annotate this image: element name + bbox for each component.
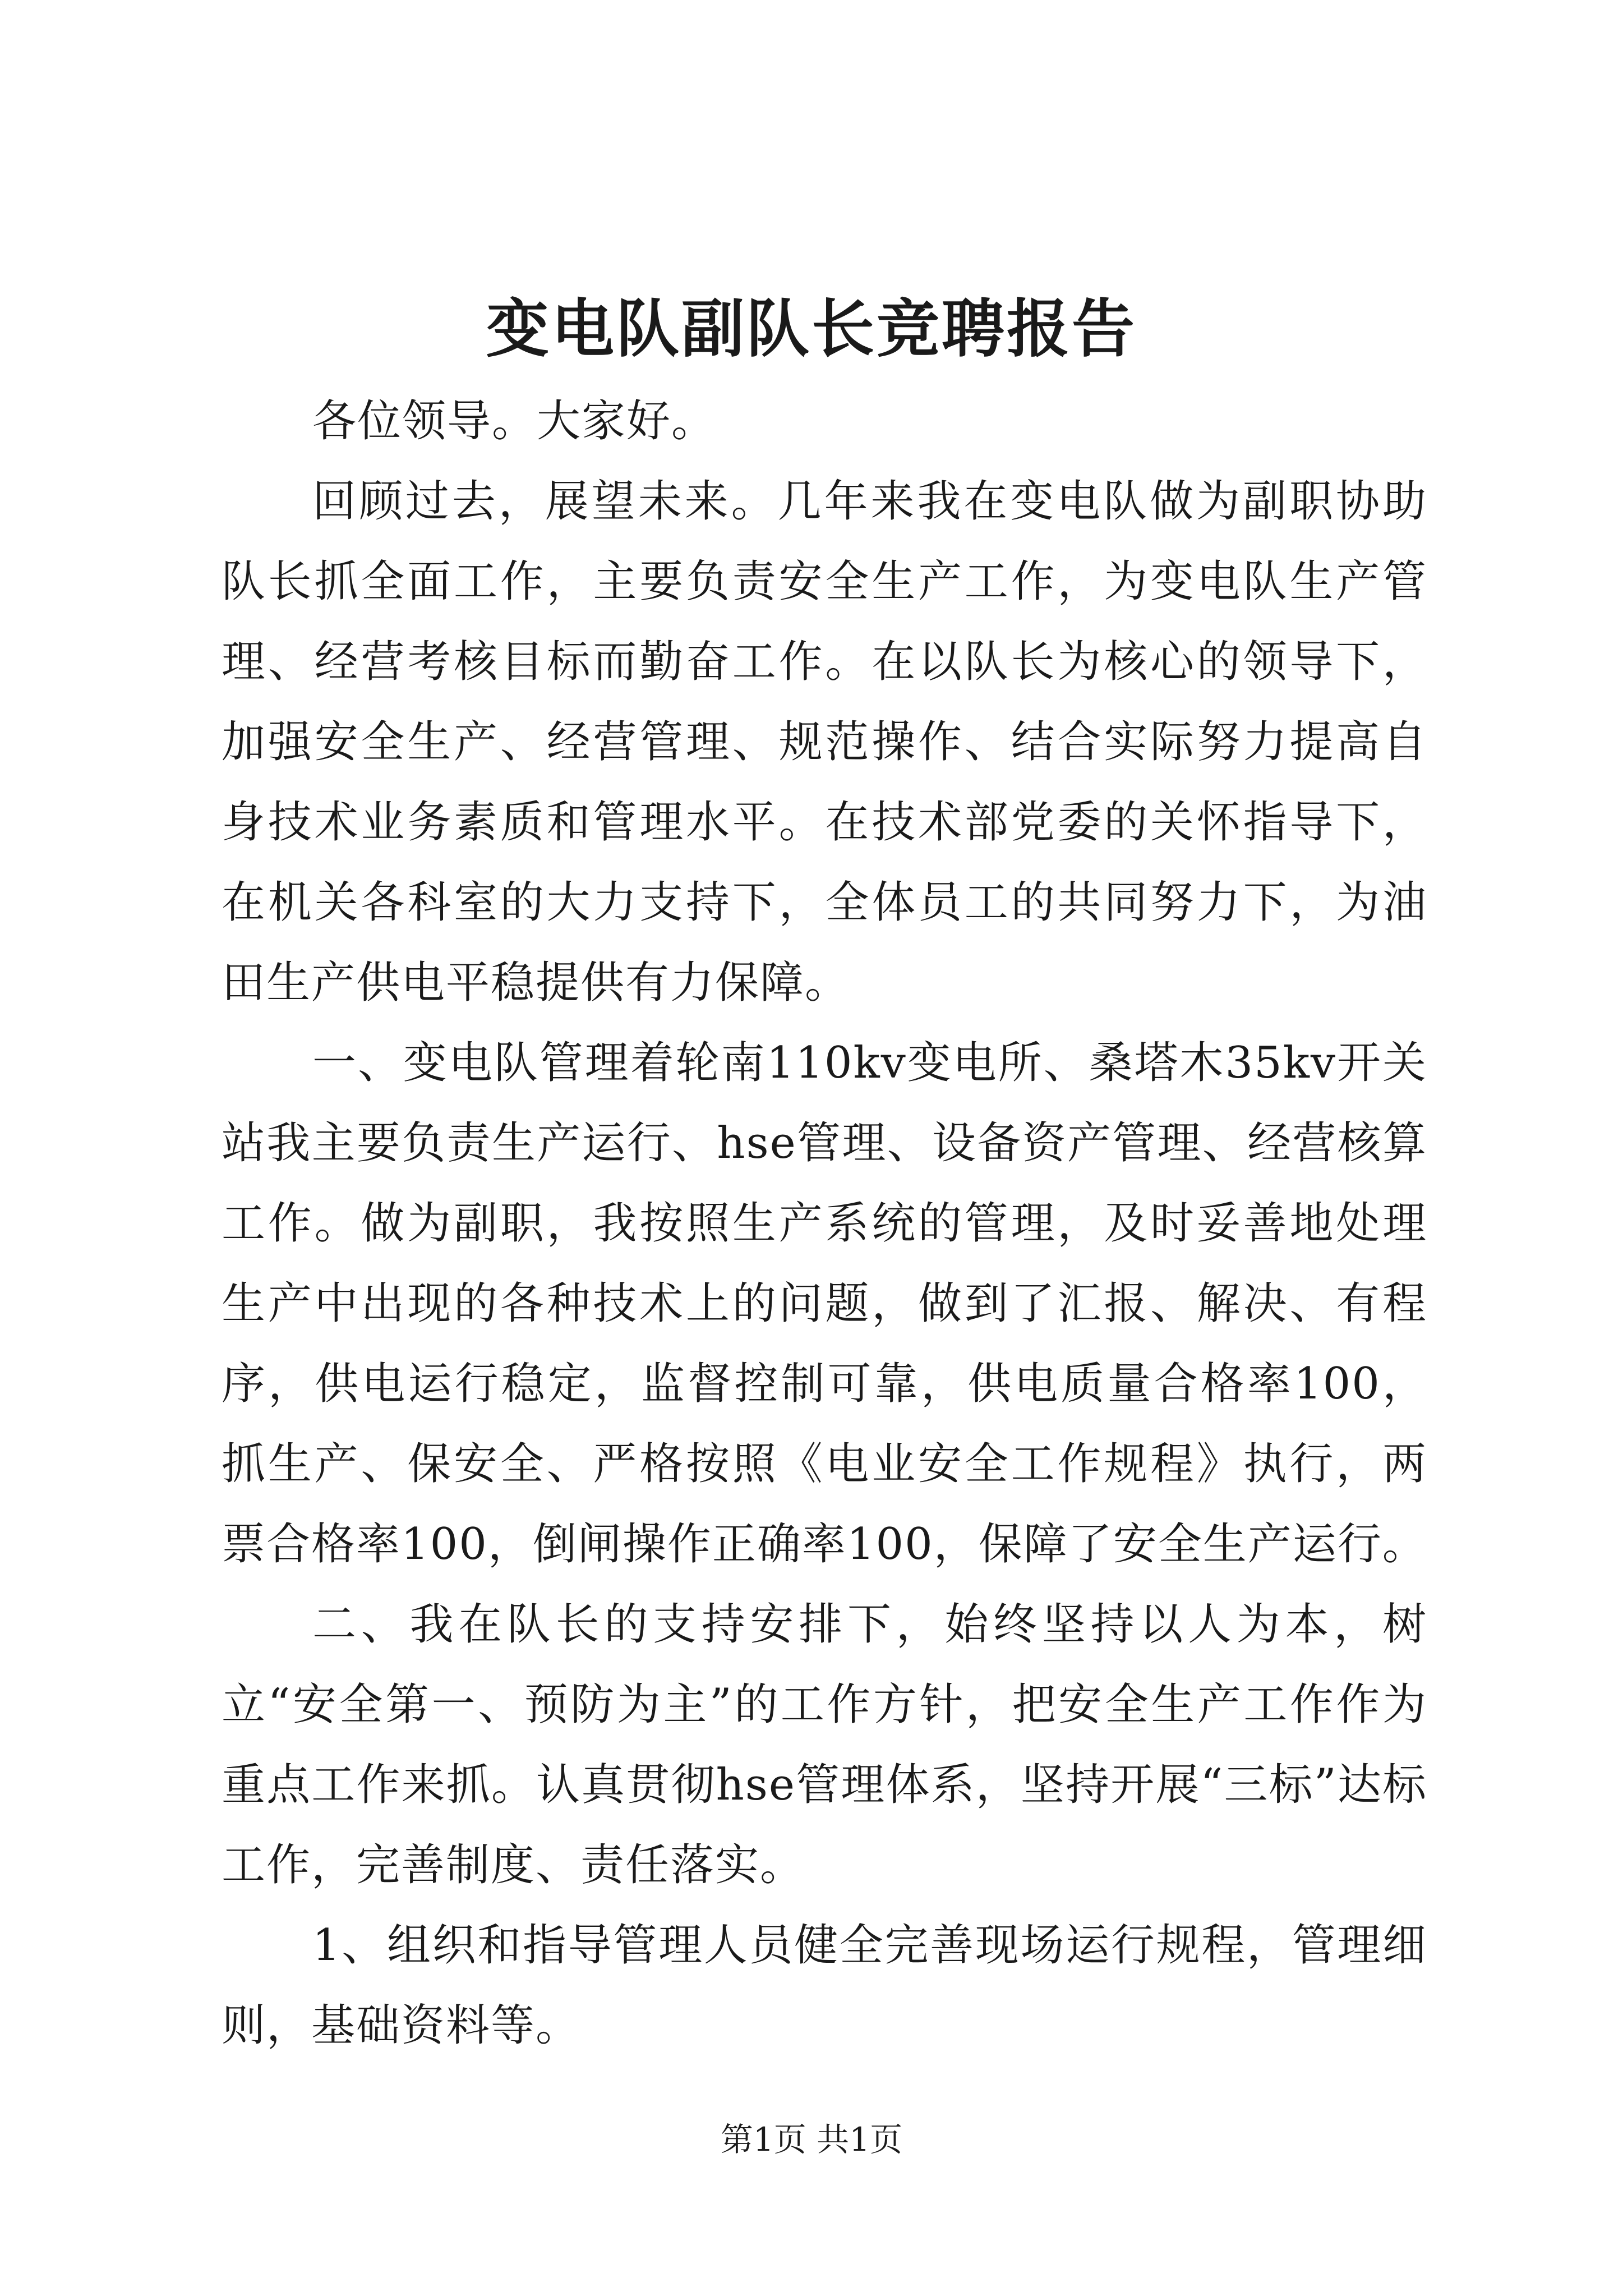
paragraph-greeting: 各位领导。大家好。 xyxy=(312,396,717,447)
paragraph-section-two: 二、我在队长的支持安排下，始终坚持以人为本，树立“安全第一、预防为主”的工作方针，把安全生产工作作为重点工作来抓。认真贯彻hse管理体系，坚持开展“三标”达标工作，完善制度、责任落实。 xyxy=(222,1599,1427,1890)
paragraph-item-one: 1、组织和指导管理人员健全完善现场运行规程，管理细则，基础资料等。 xyxy=(222,1920,1427,2051)
paragraph-review: 回顾过去，展望未来。几年来我在变电队做为副职协助队长抓全面工作，主要负责安全生产工作，为变电队生产管理、经营考核目标而勤奋工作。在以队长为核心的领导下，加强安全生产、经营管理、规范操作、结合实际努力提高自身技术业务素质和管理水平。在技术部党委的关怀指导下，在机关各科室的大力支持下，全体员工的共同努力下，为油田生产供电平稳提供有力保障。 xyxy=(222,476,1427,1008)
document-title: 变电队副队长竞聘报告 xyxy=(486,292,1137,366)
page-footer: 第1页 共1页 xyxy=(720,2120,903,2159)
paragraph-section-one: 一、变电队管理着轮南110kv变电所、桑塔木35kv开关站我主要负责生产运行、hse管理、设备资产管理、经营核算工作。做为副职，我按照生产系统的管理，及时妥善地处理生产中出现的各种技术上的问题，做到了汇报、解决、有程序，供电运行稳定，监督控制可靠，供电质量合格率100，抓生产、保安全、严格按照《电业安全工作规程》执行，两票合格率100，倒闸操作正确率100，保障了安全生产运行。 xyxy=(222,1038,1427,1570)
document-body xyxy=(222,381,1427,2066)
